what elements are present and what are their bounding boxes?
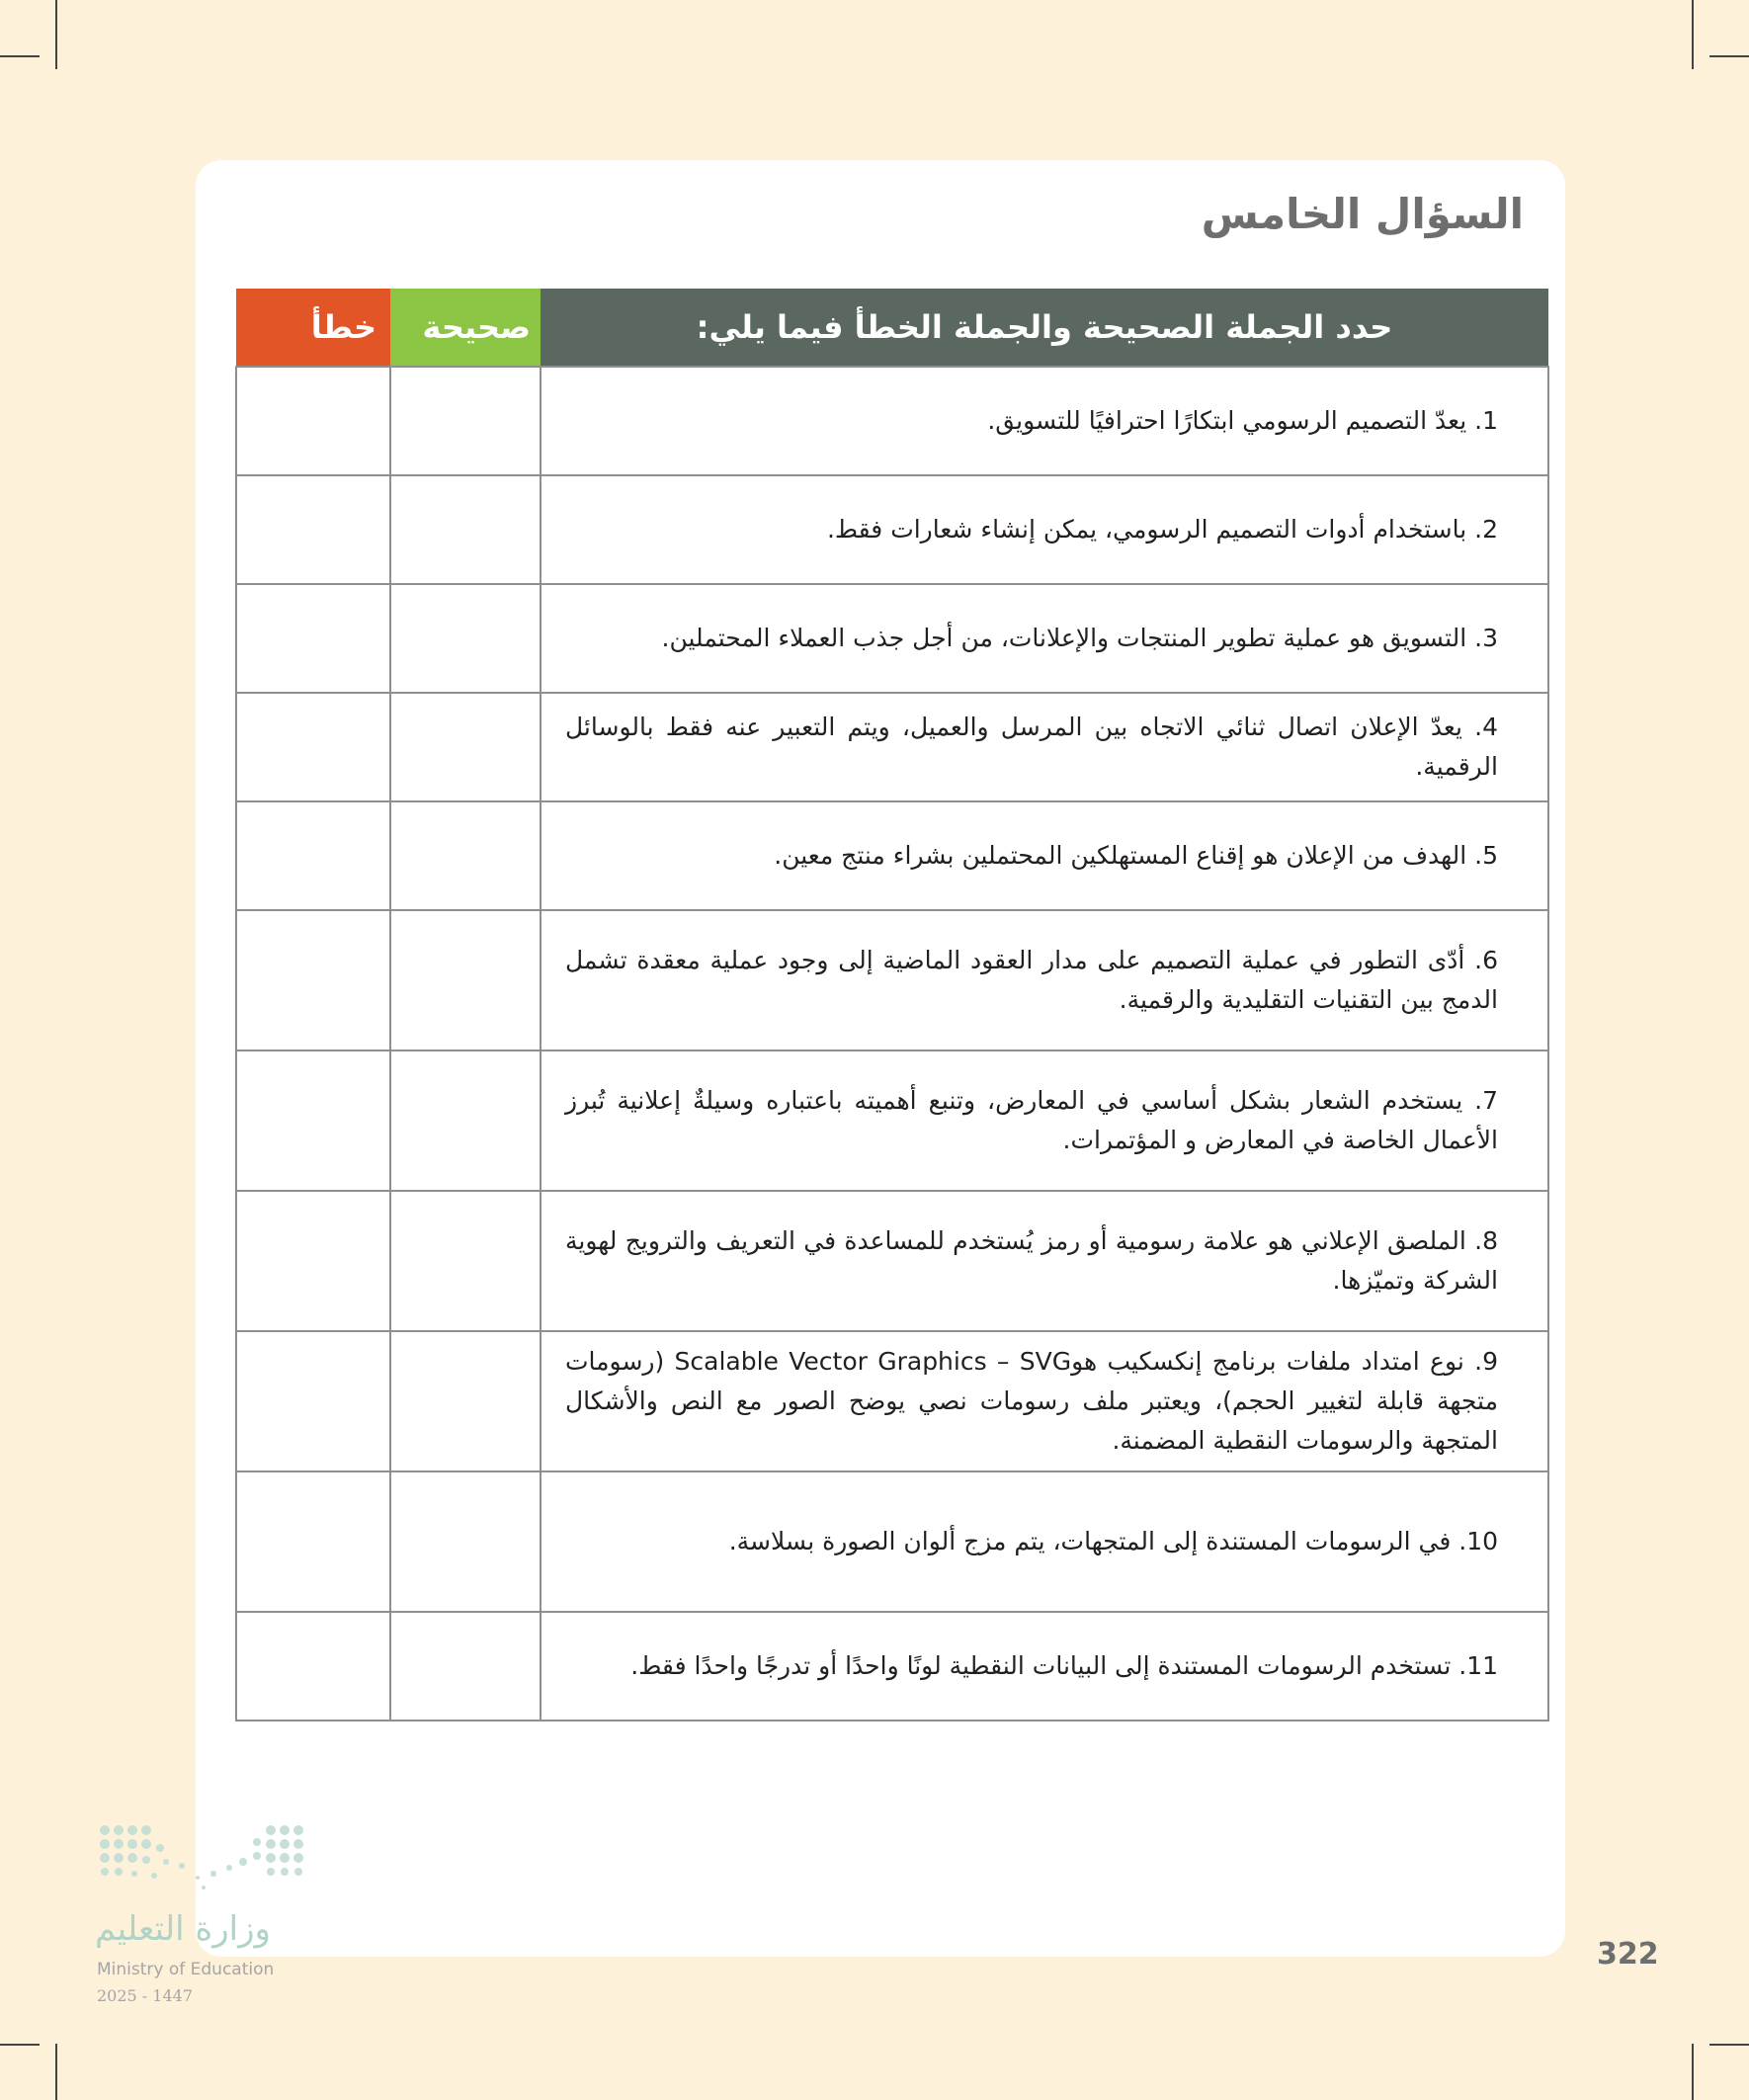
ministry-name-english: Ministry of Education	[97, 1960, 275, 1979]
crop-mark	[0, 2044, 40, 2046]
false-answer-cell[interactable]	[236, 367, 390, 475]
true-answer-cell[interactable]	[390, 1191, 541, 1331]
true-answer-cell[interactable]	[390, 1331, 541, 1471]
statement-cell: 5. الهدف من الإعلان هو إقناع المستهلكين المحتملين بشراء منتج معين.	[541, 801, 1548, 910]
crop-mark	[1692, 0, 1694, 69]
table-row	[236, 367, 1548, 475]
statement-cell: 6. أدّى التطور في عملية التصميم على مدار العقود الماضية إلى وجود عملية معقدة تشمل الدمج بين التقنيات التقليدية والرقمية.	[541, 910, 1548, 1050]
table-row	[236, 1050, 1548, 1191]
false-answer-cell[interactable]	[236, 1050, 390, 1191]
table-row	[236, 1331, 1548, 1471]
header-statement: حدد الجملة الصحيحة والجملة الخطأ فيما يلي:	[541, 289, 1548, 367]
statement-cell: 9. نوع امتداد ملفات برنامج إنكسكيب هوScalable Vector Graphics – SVG (رسومات متجهة قابلة لتغيير الحجم)، ويعتبر ملف رسومات نصي يوضح الصور مع النص والأشكال المتجهة والرسومات النقطية المضمنة.	[541, 1331, 1548, 1471]
crop-mark	[1709, 55, 1749, 57]
false-answer-cell[interactable]	[236, 1612, 390, 1721]
false-answer-cell[interactable]	[236, 475, 390, 584]
table-row	[236, 475, 1548, 584]
crop-mark	[55, 0, 57, 69]
table-row	[236, 801, 1548, 910]
true-answer-cell[interactable]	[390, 475, 541, 584]
crop-mark	[0, 55, 40, 57]
statement-cell: 8. الملصق الإعلاني هو علامة رسومية أو رمز يُستخدم للمساعدة في التعريف والترويج لهوية الشركة وتميّزها.	[541, 1191, 1548, 1331]
table-row	[236, 1612, 1548, 1721]
statement-cell: 3. التسويق هو عملية تطوير المنتجات والإعلانات، من أجل جذب العملاء المحتملين.	[541, 584, 1548, 693]
false-answer-cell[interactable]	[236, 584, 390, 693]
table-row	[236, 1471, 1548, 1612]
academic-year: 2025 - 1447	[97, 1986, 194, 2005]
true-answer-cell[interactable]	[390, 584, 541, 693]
true-answer-cell[interactable]	[390, 367, 541, 475]
table-row	[236, 584, 1548, 693]
statement-cell: 2. باستخدام أدوات التصميم الرسومي، يمكن إنشاء شعارات فقط.	[541, 475, 1548, 584]
statement-cell: 4. يعدّ الإعلان اتصال ثنائي الاتجاه بين المرسل والعميل، ويتم التعبير عنه فقط بالوسائل الرقمية.	[541, 693, 1548, 801]
true-answer-cell[interactable]	[390, 910, 541, 1050]
true-answer-cell[interactable]	[390, 693, 541, 801]
page-title: السؤال الخامس	[1201, 190, 1524, 238]
statement-cell: 11. تستخدم الرسومات المستندة إلى البيانات النقطية لونًا واحدًا أو تدرجًا واحدًا فقط.	[541, 1612, 1548, 1721]
false-answer-cell[interactable]	[236, 1331, 390, 1471]
false-answer-cell[interactable]	[236, 693, 390, 801]
false-answer-cell[interactable]	[236, 801, 390, 910]
ministry-name-arabic: وزارة التعليم	[95, 1909, 271, 1949]
true-false-table	[235, 289, 1549, 1722]
page-number: 322	[1597, 1937, 1659, 1972]
statement-cell: 7. يستخدم الشعار بشكل أساسي في المعارض، وتنبع أهميته باعتباره وسيلةٌ إعلانية تُبرز الأعمال الخاصة في المعارض و المؤتمرات.	[541, 1050, 1548, 1191]
statement-cell: 10. في الرسومات المستندة إلى المتجهات، يتم مزج ألوان الصورة بسلاسة.	[541, 1471, 1548, 1612]
false-answer-cell[interactable]	[236, 1471, 390, 1612]
crop-mark	[1709, 2044, 1749, 2046]
header-false: خطأ	[236, 289, 390, 367]
table-row	[236, 1191, 1548, 1331]
statement-cell: 1. يعدّ التصميم الرسومي ابتكارًا احترافيًا للتسويق.	[541, 367, 1548, 475]
false-answer-cell[interactable]	[236, 1191, 390, 1331]
crop-mark	[1692, 2044, 1694, 2100]
false-answer-cell[interactable]	[236, 910, 390, 1050]
header-true: صحيحة	[390, 289, 541, 367]
true-answer-cell[interactable]	[390, 1612, 541, 1721]
table-row	[236, 910, 1548, 1050]
true-answer-cell[interactable]	[390, 1471, 541, 1612]
crop-mark	[55, 2044, 57, 2100]
true-answer-cell[interactable]	[390, 801, 541, 910]
true-answer-cell[interactable]	[390, 1050, 541, 1191]
table-row	[236, 693, 1548, 801]
table-header-row	[236, 289, 1548, 367]
